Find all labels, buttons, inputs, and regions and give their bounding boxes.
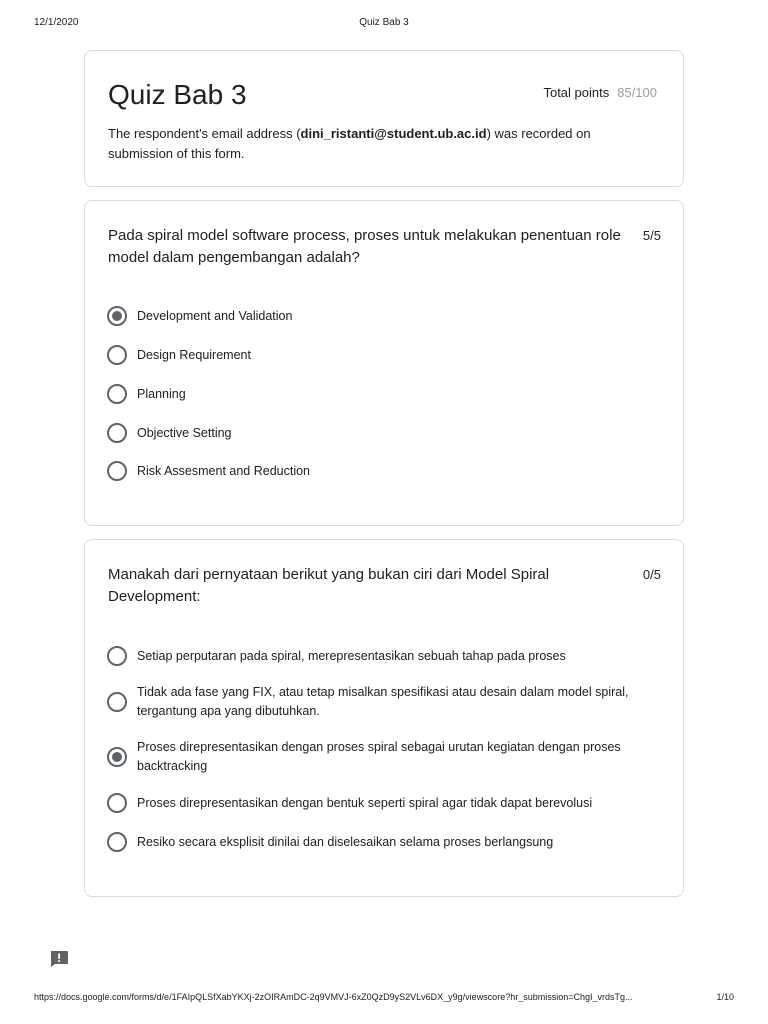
print-date: 12/1/2020 (34, 17, 79, 28)
option-label: Planning (137, 386, 186, 401)
question-points: 0/5 (642, 567, 661, 582)
print-title: Quiz Bab 3 (359, 17, 409, 28)
form-header-card (84, 50, 684, 187)
print-footer (34, 992, 734, 1006)
radio-checked-icon[interactable] (107, 306, 127, 326)
radio-unchecked-icon[interactable] (107, 646, 127, 666)
email-recorded-note (108, 124, 628, 164)
option[interactable] (107, 423, 647, 443)
option[interactable] (107, 683, 647, 721)
radio-unchecked-icon[interactable] (107, 423, 127, 443)
radio-unchecked-icon[interactable] (107, 793, 127, 813)
feedback-icon[interactable] (49, 950, 69, 968)
radio-unchecked-icon[interactable] (107, 832, 127, 852)
option-label: Proses direpresentasikan dengan bentuk seperti spiral agar tidak dapat berevolusi (137, 795, 593, 810)
option-label: Risk Assesment and Reduction (137, 463, 311, 478)
question-card-1 (84, 200, 684, 526)
respondent-email: dini_ristanti@student.ub.ac.id (300, 126, 487, 141)
print-url: https://docs.google.com/forms/d/e/1FAIpQLSfXabYKXj-2zOIRAmDC-2q9VMVJ-6xZ0QzD9yS2VLv6DX_y9g/viewscore?hr_submission=ChgI_vrdsTg... (34, 992, 633, 1002)
option[interactable] (107, 384, 647, 404)
page-number: 1/10 (716, 992, 734, 1002)
email-note-suffix: ) was recorded on submission of this form. (108, 126, 591, 161)
option-label: Resiko secara eksplisit dinilai dan diselesaikan selama proses berlangsung (137, 834, 554, 849)
option-label: Tidak ada fase yang FIX, atau tetap misalkan spesifikasi atau desain dalam model spiral, tergantung apa yang dibutuhkan. (137, 685, 629, 718)
option[interactable] (107, 306, 647, 326)
question-card-2 (84, 539, 684, 897)
option[interactable] (107, 738, 647, 776)
option-label: Development and Validation (137, 308, 293, 323)
option-label: Design Requirement (137, 347, 251, 362)
radio-checked-icon[interactable] (107, 747, 127, 767)
print-header (34, 17, 734, 31)
total-points-label: Total points (543, 85, 610, 100)
total-points-score: 85/100 (617, 85, 657, 100)
option[interactable] (107, 461, 647, 481)
total-points (543, 85, 657, 100)
question-text: Pada spiral model software process, proses untuk melakukan penentuan role model dalam pengembangan adalah? (108, 227, 621, 266)
option[interactable] (107, 646, 647, 666)
option-label: Setiap perputaran pada spiral, merepresentasikan sebuah tahap pada proses (137, 648, 566, 663)
form-title: Quiz Bab 3 (108, 79, 247, 110)
option[interactable] (107, 832, 647, 852)
option-label: Proses direpresentasikan dengan proses spiral sebagai urutan kegiatan dengan proses backtracking (137, 740, 621, 773)
radio-unchecked-icon[interactable] (107, 384, 127, 404)
radio-unchecked-icon[interactable] (107, 692, 127, 712)
option-label: Objective Setting (137, 425, 232, 440)
radio-unchecked-icon[interactable] (107, 461, 127, 481)
option[interactable] (107, 793, 647, 813)
question-text: Manakah dari pernyataan berikut yang bukan ciri dari Model Spiral Development: (108, 566, 550, 605)
radio-unchecked-icon[interactable] (107, 345, 127, 365)
email-note-prefix: The respondent's email address ( (108, 126, 301, 141)
option[interactable] (107, 345, 647, 365)
question-points: 5/5 (642, 228, 661, 243)
